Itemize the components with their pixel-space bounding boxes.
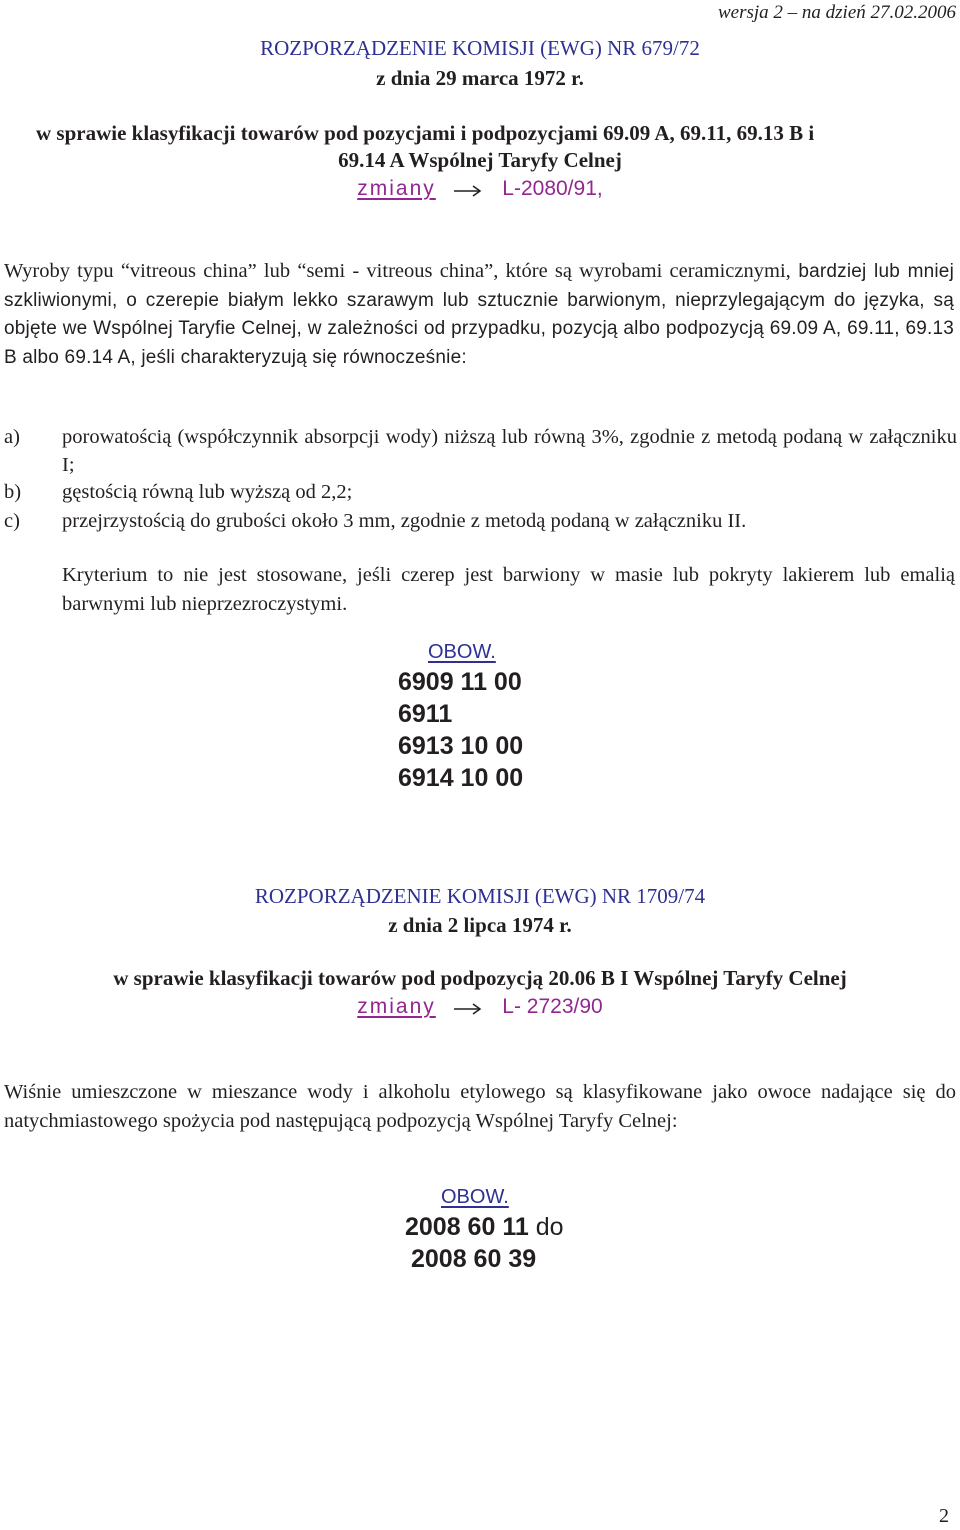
- regulation-2-subject: w sprawie klasyfikacji towarów pod podpozycją 20.06 B I Wspólnej Taryfy Celnej: [113, 966, 847, 990]
- tariff-code: 6909 11 00: [398, 668, 522, 696]
- obow-label: OBOW.: [428, 641, 496, 663]
- amendments-label[interactable]: zmiany: [357, 177, 436, 200]
- criterion-label: b): [4, 481, 22, 503]
- tariff-code-range-end: 2008 60 39: [411, 1245, 537, 1273]
- regulation-1-paragraph-2: Kryterium to nie jest stosowane, jeśli czerep jest barwiony w masie lub pokryty lakierem lub emalią barwnymi lub nieprzezroczystymi.: [62, 564, 955, 615]
- regulation-1-subject-line-1: w sprawie klasyfikacji towarów pod pozycjami i podpozycjami 69.09 A, 69.11, 69.13 B i: [36, 121, 815, 145]
- regulation-1-date: z dnia 29 marca 1972 r.: [376, 66, 584, 90]
- regulation-1-paragraph-1: [4, 257, 954, 372]
- regulation-2-amendments: [0, 994, 960, 1021]
- criterion-label: c): [4, 510, 20, 532]
- regulation-1-title: ROZPORZĄDZENIE KOMISJI (EWG) NR 679/72: [260, 36, 700, 60]
- tariff-code-range-start: [405, 1213, 564, 1242]
- amendment-reference-link[interactable]: L- 2723/90: [502, 995, 603, 1018]
- amendments-label[interactable]: zmiany: [357, 995, 436, 1018]
- regulation-1-amendments: [0, 176, 960, 203]
- criterion-text: gęstością równą lub wyższą od 2,2;: [62, 481, 353, 503]
- right-arrow-icon: [453, 178, 483, 203]
- regulation-2-date: z dnia 2 lipca 1974 r.: [388, 913, 572, 937]
- criterion-text: przejrzystością do grubości około 3 mm, zgodnie z metodą podaną w załączniku II.: [62, 510, 747, 532]
- criterion-text: porowatością (współczynnik absorpcji wody) niższą lub równą 3%, zgodnie z metodą podaną w załączniku I;: [62, 426, 957, 476]
- page-number: 2: [939, 1505, 949, 1527]
- regulation-1-subject-line-2: 69.14 A Wspólnej Taryfy Celnej: [338, 148, 622, 172]
- tariff-code: 6914 10 00: [398, 764, 524, 792]
- tariff-code: 6911: [398, 700, 453, 728]
- amendment-reference-link[interactable]: L-2080/91,: [502, 177, 603, 200]
- regulation-2-title: ROZPORZĄDZENIE KOMISJI (EWG) NR 1709/74: [254, 884, 706, 908]
- tariff-code: 6913 10 00: [398, 732, 524, 760]
- regulation-2-paragraph-1: Wiśnie umieszczone w mieszance wody i alkoholu etylowego są klasyfikowane jako owoce nadające się do natychmiastowego spożycia pod następującą podpozycją Wspólnej Taryfy Celnej:: [4, 1081, 956, 1132]
- criterion-label: a): [4, 426, 20, 448]
- paragraph-1-rest: bardziej lub mniej szkliwionymi, o czerepie białym lekko szarawym lub sztucznie barwionym, nieprzylegającym do języka, są objęte we Wspólnej Taryfie Celnej, w zależności od przypadku, pozycją albo podpozycją 69.09 A, 69.11, 69.13 B albo 69.14 A, jeśli charakteryzują się równocześnie:: [4, 261, 954, 368]
- right-arrow-icon: [453, 996, 483, 1021]
- range-connector: do: [535, 1213, 564, 1241]
- obow-label: OBOW.: [441, 1186, 509, 1208]
- paragraph-1-first-line: Wyroby typu “vitreous china” lub “semi - vitreous china”, które są wyrobami ceramicznymi,: [4, 260, 791, 282]
- range-start-code: 2008 60 11: [405, 1213, 529, 1241]
- version-date: wersja 2 – na dzień 27.02.2006: [717, 2, 956, 23]
